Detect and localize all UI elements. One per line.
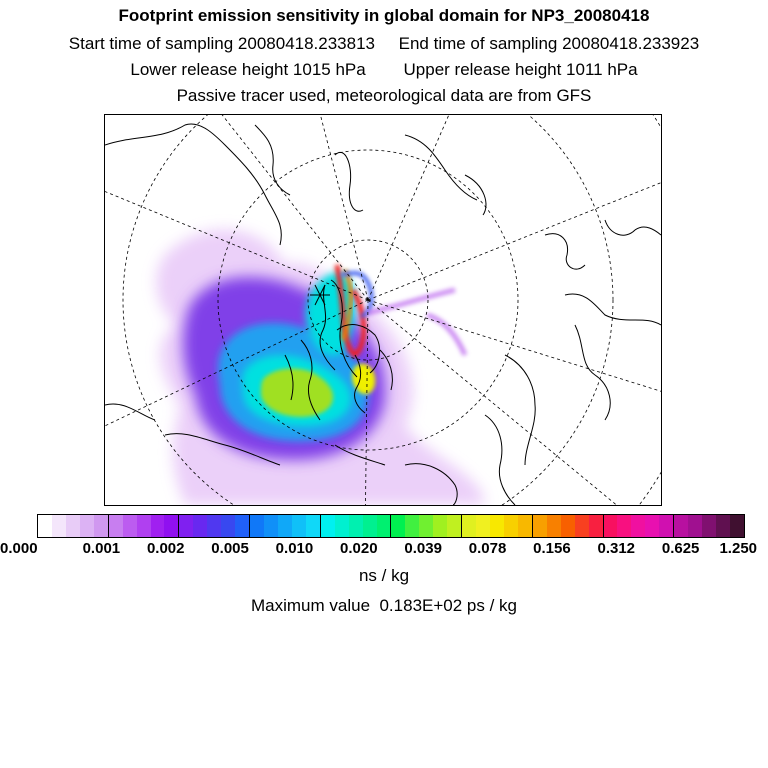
meridian-line <box>368 165 661 300</box>
colorbar-tick-label: 1.250 <box>719 540 758 557</box>
colorbar-segment <box>108 515 123 537</box>
colorbar-segment <box>575 515 589 537</box>
colorbar-tick-labels <box>0 540 768 560</box>
release-heights: Lower release height 1015 hPa Upper release height 1011 hPa <box>130 60 638 79</box>
tracer-info: Passive tracer used, meteorological data are from GFS <box>176 86 592 105</box>
colorbar-segment <box>80 515 94 537</box>
colorbar-tick-label: 0.001 <box>82 540 121 557</box>
colorbar-segment <box>702 515 716 537</box>
colorbar-unit: ns / kg <box>358 566 410 585</box>
colorbar-segment <box>561 515 575 537</box>
colorbar-segment <box>504 515 518 537</box>
colorbar-segment <box>419 515 433 537</box>
colorbar-tick-label: 0.625 <box>661 540 700 557</box>
maximum-value: Maximum value 0.183E+02 ps / kg <box>251 596 517 615</box>
colorbar-segment <box>405 515 419 537</box>
colorbar-segment <box>292 515 306 537</box>
colorbar-segment <box>518 515 532 537</box>
plume-streamer-3 <box>427 315 465 355</box>
colorbar-segment <box>363 515 377 537</box>
colorbar-segment <box>461 515 476 537</box>
colorbar-segment <box>716 515 730 537</box>
colorbar-segment <box>123 515 137 537</box>
colorbar-tick-label: 0.039 <box>404 540 442 557</box>
colorbar-tick-label: 0.312 <box>597 540 636 557</box>
colorbar <box>37 514 745 538</box>
colorbar-tick-label: 0.002 <box>146 540 185 557</box>
colorbar-segment <box>349 515 363 537</box>
colorbar-tick-label: 0.078 <box>468 540 507 557</box>
sampling-times: Start time of sampling 20080418.233813 End time of sampling 20080418.233923 <box>68 34 700 53</box>
colorbar-tick-label: 0.020 <box>340 540 378 557</box>
colorbar-segment <box>617 515 631 537</box>
colorbar-segment <box>603 515 618 537</box>
colorbar-segment <box>645 515 659 537</box>
colorbar-segment <box>193 515 207 537</box>
colorbar-segment <box>730 515 744 537</box>
colorbar-segment <box>221 515 235 537</box>
colorbar-segment <box>164 515 178 537</box>
footprint-map <box>104 114 662 506</box>
colorbar-segment <box>377 515 391 537</box>
colorbar-segment <box>447 515 461 537</box>
colorbar-segment <box>476 515 490 537</box>
colorbar-segment <box>673 515 688 537</box>
colorbar-segment <box>532 515 547 537</box>
colorbar-segment <box>178 515 193 537</box>
colorbar-tick-label: 0.010 <box>275 540 314 557</box>
colorbar-segment <box>320 515 335 537</box>
colorbar-segment <box>66 515 80 537</box>
colorbar-segment <box>659 515 673 537</box>
colorbar-segment <box>235 515 249 537</box>
colorbar-segment <box>589 515 603 537</box>
colorbar-tick-label: 0.005 <box>211 540 249 557</box>
colorbar-tick-label: 0.156 <box>533 540 571 557</box>
plot-title: Footprint emission sensitivity in global domain for NP3_20080418 <box>118 6 650 25</box>
colorbar-segment <box>278 515 292 537</box>
colorbar-segment <box>52 515 66 537</box>
colorbar-segment <box>151 515 165 537</box>
colorbar-segment <box>335 515 349 537</box>
plume-streamer-2 <box>367 290 455 313</box>
colorbar-segment <box>249 515 264 537</box>
colorbar-segment <box>547 515 561 537</box>
colorbar-segment <box>390 515 405 537</box>
colorbar-segment <box>306 515 320 537</box>
colorbar-tick-label: 0.000 <box>0 540 38 557</box>
colorbar-segment <box>38 515 52 537</box>
colorbar-segment <box>631 515 645 537</box>
plume-field <box>156 230 485 505</box>
colorbar-segment <box>688 515 702 537</box>
colorbar-segment <box>264 515 278 537</box>
colorbar-segment <box>94 515 108 537</box>
colorbar-segment <box>433 515 447 537</box>
colorbar-segment <box>207 515 221 537</box>
colorbar-segment <box>137 515 151 537</box>
colorbar-segment <box>490 515 504 537</box>
